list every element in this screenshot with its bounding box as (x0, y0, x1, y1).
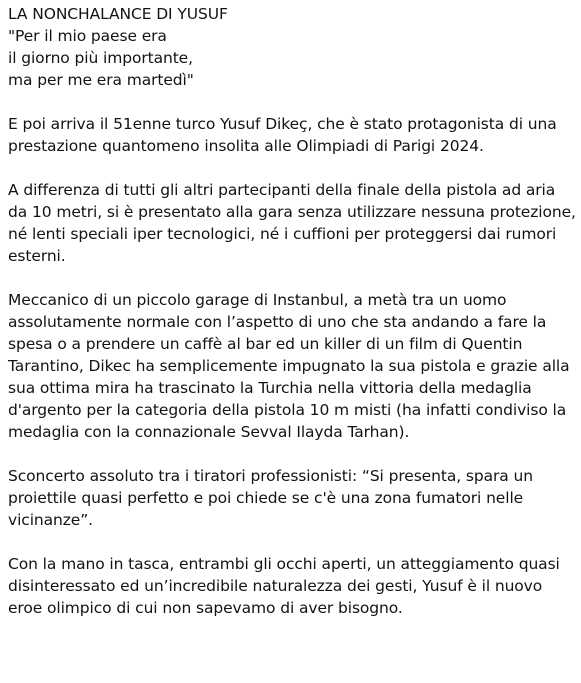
text-line: prestazione quantomeno insolita alle Olimpiadi di Parigi 2024. (8, 137, 484, 155)
paragraph-conclusion (8, 553, 576, 619)
text-line: esterni. (8, 247, 66, 265)
text-line: Meccanico di un piccolo garage di Instanbul, a metà tra un uomo (8, 291, 507, 309)
text-line: proiettile quasi perfetto e poi chiede se c'è una zona fumatori nelle (8, 489, 524, 507)
text-line: Sconcerto assoluto tra i tiratori professionisti: “Si presenta, spara un (8, 467, 533, 485)
quote-line: il giorno più importante, (8, 49, 193, 67)
post-title: LA NONCHALANCE DI YUSUF (8, 5, 228, 23)
text-line: E poi arriva il 51enne turco Yusuf Dikeç, che è stato protagonista di una (8, 115, 557, 133)
post-body (8, 3, 576, 619)
paragraph-shock (8, 465, 576, 531)
text-line: sua ottima mira ha trascinato la Turchia nella vittoria della medaglia (8, 379, 532, 397)
paragraph-difference (8, 179, 576, 267)
quote-line: ma per me era martedì" (8, 71, 194, 89)
text-line: Con la mano in tasca, entrambi gli occhi aperti, un atteggiamento quasi (8, 555, 560, 573)
paragraph-intro (8, 113, 576, 157)
text-line: medaglia con la connazionale Sevval Ilayda Tarhan). (8, 423, 410, 441)
text-line: eroe olimpico di cui non sapevamo di aver bisogno. (8, 599, 403, 617)
text-line: né lenti speciali iper tecnologici, né i cuffioni per proteggersi dai rumori (8, 225, 557, 243)
paragraph-mechanic (8, 289, 576, 443)
text-line: Tarantino, Dikec ha semplicemente impugnato la sua pistola e grazie alla (8, 357, 570, 375)
paragraph-title-quote (8, 3, 576, 91)
text-line: assolutamente normale con l’aspetto di uno che sta andando a fare la (8, 313, 547, 331)
text-line: A differenza di tutti gli altri partecipanti della finale della pistola ad aria (8, 181, 556, 199)
text-line: da 10 metri, si è presentato alla gara senza utilizzare nessuna protezione, (8, 203, 576, 221)
text-line: d'argento per la categoria della pistola 10 m misti (ha infatti condiviso la (8, 401, 567, 419)
text-line: vicinanze”. (8, 511, 93, 529)
text-line: disinteressato ed un’incredibile naturalezza dei gesti, Yusuf è il nuovo (8, 577, 543, 595)
quote-line: "Per il mio paese era (8, 27, 167, 45)
text-line: spesa o a prendere un caffè al bar ed un killer di un film di Quentin (8, 335, 523, 353)
